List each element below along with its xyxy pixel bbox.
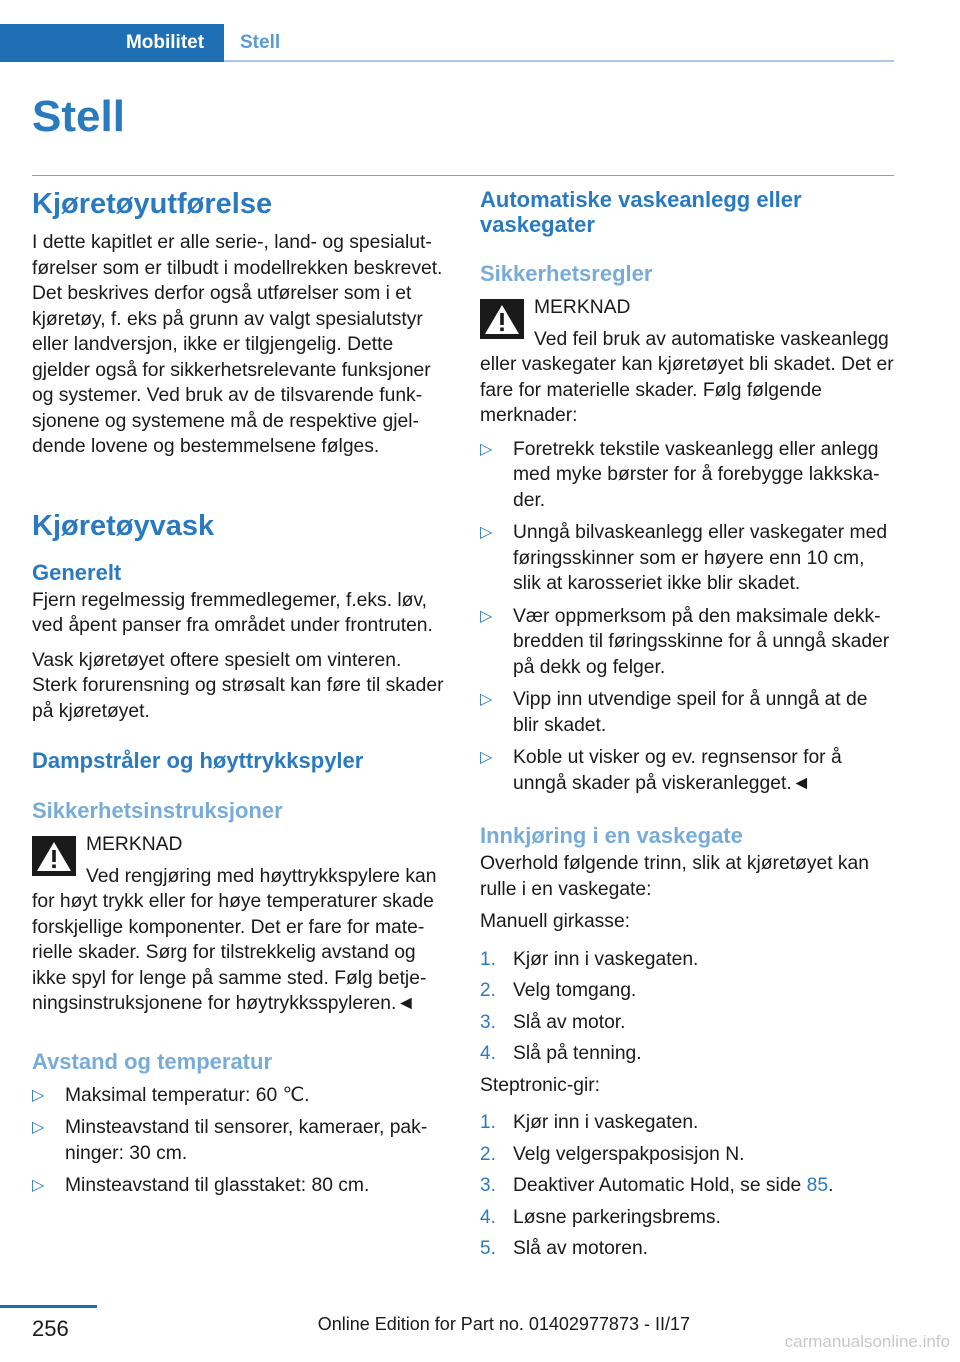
manuell-label: Manuell girkasse: [480, 911, 631, 932]
list-item [32, 1083, 448, 1109]
list-item-text: Slå av motor. [513, 1011, 626, 1033]
warning-label: MERKNAD [534, 297, 631, 318]
list-item [480, 745, 896, 796]
title-divider [32, 175, 894, 176]
list-item [480, 1142, 896, 1168]
avstand-list [32, 1083, 448, 1199]
section-text-kjoretoyutforelse: I dette kapitlet er alle serie-, land- og spesialutførelser som er tilbudt i modellrekken beskrevet. Det beskrives derfor også utførelser som i et kjøretøy, f. eks på grunn av valgt spesialutstyr eller landversjon, ikke er tilgjengelig. Dette gjelder også for sikkerhetsrelevante funksjoner og systemer. Ved bruk av de tilsvarende funksjonene og systemene må de respektive gjeldende lovene og bestemmelsene følges. [32, 232, 443, 457]
list-item-text: Velg velgerspakposisjon N. [513, 1143, 745, 1165]
steptronic-steps [480, 1110, 896, 1262]
generelt-paragraph-1: Fjern regelmessig fremmedlegemer, f.eks. løv, ved åpent panser fra området under frontruten. [32, 589, 433, 636]
bullet-triangle-icon: ▷ [32, 1086, 45, 1104]
bullet-triangle-icon: ▷ [480, 524, 493, 541]
list-item-text-end: . [828, 1175, 834, 1196]
page-link-85[interactable]: 85 [806, 1175, 829, 1196]
warning-text-line1: Ved feil bruk av automatiske vaskeanlegg [534, 328, 889, 350]
warning-list [480, 437, 896, 797]
bullet-triangle-icon: ▷ [480, 749, 493, 766]
right-column [480, 182, 896, 1262]
header-tab-spacer [0, 24, 106, 62]
bullet-triangle-icon: ▷ [32, 1177, 45, 1194]
list-item-text: Koble ut visker og ev. regnsensor for å unngå skader på viskeranlegget.◄ [513, 747, 842, 794]
list-item-text: Løsne parkeringsbrems. [513, 1206, 721, 1228]
manuell-steps [480, 947, 896, 1067]
section-title-kjoretoyutforelse: Kjøretøyutførelse [32, 188, 273, 220]
list-item [480, 1173, 896, 1199]
page-title: Stell [32, 92, 125, 141]
warning-text-rest: eller vaskegater kan kjøretøyet bli skadet. Det er fare for materielle skader. Følg følgende merknader: [480, 354, 894, 426]
list-item-text: Foretrekk tekstile vaskeanlegg eller anlegg med myke børster for å forebygge lakkskader. [513, 438, 880, 511]
innkjoring-text: Overhold følgende trinn, slik at kjøretøyet kan rulle i en vaskegate: [480, 853, 869, 900]
subheading-sikkerhetsregler: Sikkerhetsregler [480, 261, 653, 286]
bullet-triangle-icon: ▷ [480, 607, 493, 625]
warning-block-hoytrykk [32, 832, 448, 1017]
list-item [32, 1173, 448, 1199]
warning-triangle-icon [480, 299, 524, 339]
list-item [480, 1110, 896, 1136]
step-number: 4. [480, 1206, 496, 1228]
bullet-triangle-icon: ▷ [480, 440, 493, 458]
subheading-innkjoring: Innkjøring i en vaskegate [480, 823, 743, 848]
step-number: 5. [480, 1238, 496, 1259]
list-item [480, 604, 896, 681]
warning-triangle-icon [32, 836, 76, 876]
step-number: 1. [480, 1112, 496, 1133]
list-item [480, 978, 896, 1004]
bullet-triangle-icon: ▷ [480, 691, 493, 708]
warning-block-vaskeanlegg [480, 295, 896, 429]
list-item-text: Kjør inn i vaskegaten. [513, 1112, 699, 1133]
subheading-generelt: Generelt [32, 559, 122, 585]
list-item-text: Minsteavstand til sensorer, kameraer, pakninger: 30 cm. [65, 1117, 428, 1164]
page-number: 256 [32, 1316, 69, 1341]
section-title-kjoretoyvask: Kjøretøyvask [32, 509, 215, 542]
list-item [480, 1205, 896, 1231]
header-underline [224, 60, 894, 62]
list-item-text: Maksimal temperatur: 60 ℃. [65, 1084, 310, 1106]
header-tabbar [0, 0, 894, 62]
subheading-dampstraler: Dampstråler og høyttrykkspyler [32, 748, 364, 773]
list-item-text: Vær oppmerksom på den maksimale dekkbredden til føringsskinne for å unngå skader på dekk og felger. [513, 605, 890, 678]
left-column [32, 182, 448, 1199]
list-item [480, 1010, 896, 1036]
step-number: 2. [480, 1143, 496, 1165]
list-item [480, 947, 896, 973]
list-item [32, 1115, 448, 1166]
step-number: 4. [480, 1043, 496, 1064]
list-item [480, 520, 896, 597]
edition-text: Online Edition for Part no. 01402977873 - II/17 [317, 1314, 690, 1334]
tab-mobilitet[interactable]: Mobilitet [106, 24, 224, 62]
list-item-text: Kjør inn i vaskegaten. [513, 948, 699, 970]
step-number: 3. [480, 1011, 496, 1033]
warning-text-line1: Ved rengjøring med høyttrykkspylere kan [86, 865, 437, 887]
generelt-paragraph-2: Vask kjøretøyet oftere spesielt om vinteren. Sterk forurensning og strøsalt kan føre til skader på kjøretøyet. [32, 649, 444, 722]
steptronic-label: Steptronic-gir: [480, 1074, 601, 1096]
list-item-text: Minsteavstand til glasstaket: 80 cm. [65, 1175, 370, 1196]
tab-stell[interactable]: Stell [240, 32, 281, 53]
list-item [480, 1041, 896, 1067]
subheading-sikkerhetsinstruksjoner: Sikkerhetsinstruksjoner [32, 798, 283, 823]
subheading-avstand-temperatur: Avstand og temperatur [32, 1048, 273, 1074]
section-title-automatiske-vaskeanlegg: Automatiske vaskeanlegg eller vaskegater [480, 187, 802, 237]
list-item [480, 687, 896, 738]
list-item-text: Unngå bilvaskeanlegg eller vaskegater med føringsskinner som er høyere enn 10 cm, slik at karosseriet ikke blir skadet. [513, 522, 888, 594]
footer-accent-line [0, 1305, 97, 1308]
list-item-text: Slå på tenning. [513, 1043, 642, 1064]
step-number: 2. [480, 980, 496, 1001]
list-item-text: Vipp inn utvendige speil for å unngå at de blir skadet. [513, 689, 868, 736]
bullet-triangle-icon: ▷ [32, 1119, 45, 1136]
watermark: carmanualsonline.info [784, 1332, 950, 1351]
list-item-text: Velg tomgang. [513, 980, 637, 1001]
step-number: 3. [480, 1175, 496, 1196]
warning-text-rest: for høyt trykk eller for høye temperaturer skade forskjellige komponenter. Det er fare for materielle skader. Sørg for tilstrekkelig avstand og ikke spyl for lenge på samme sted. Følg betjeningsinstruksjonene for høytrykksspyleren.◄ [32, 891, 434, 1014]
list-item-text: Deaktiver Automatic Hold, se side [513, 1175, 807, 1196]
step-number: 1. [480, 948, 496, 970]
list-item [480, 1236, 896, 1262]
list-item [480, 437, 896, 514]
warning-label: MERKNAD [86, 834, 183, 855]
list-item-text: Slå av motoren. [513, 1238, 649, 1259]
